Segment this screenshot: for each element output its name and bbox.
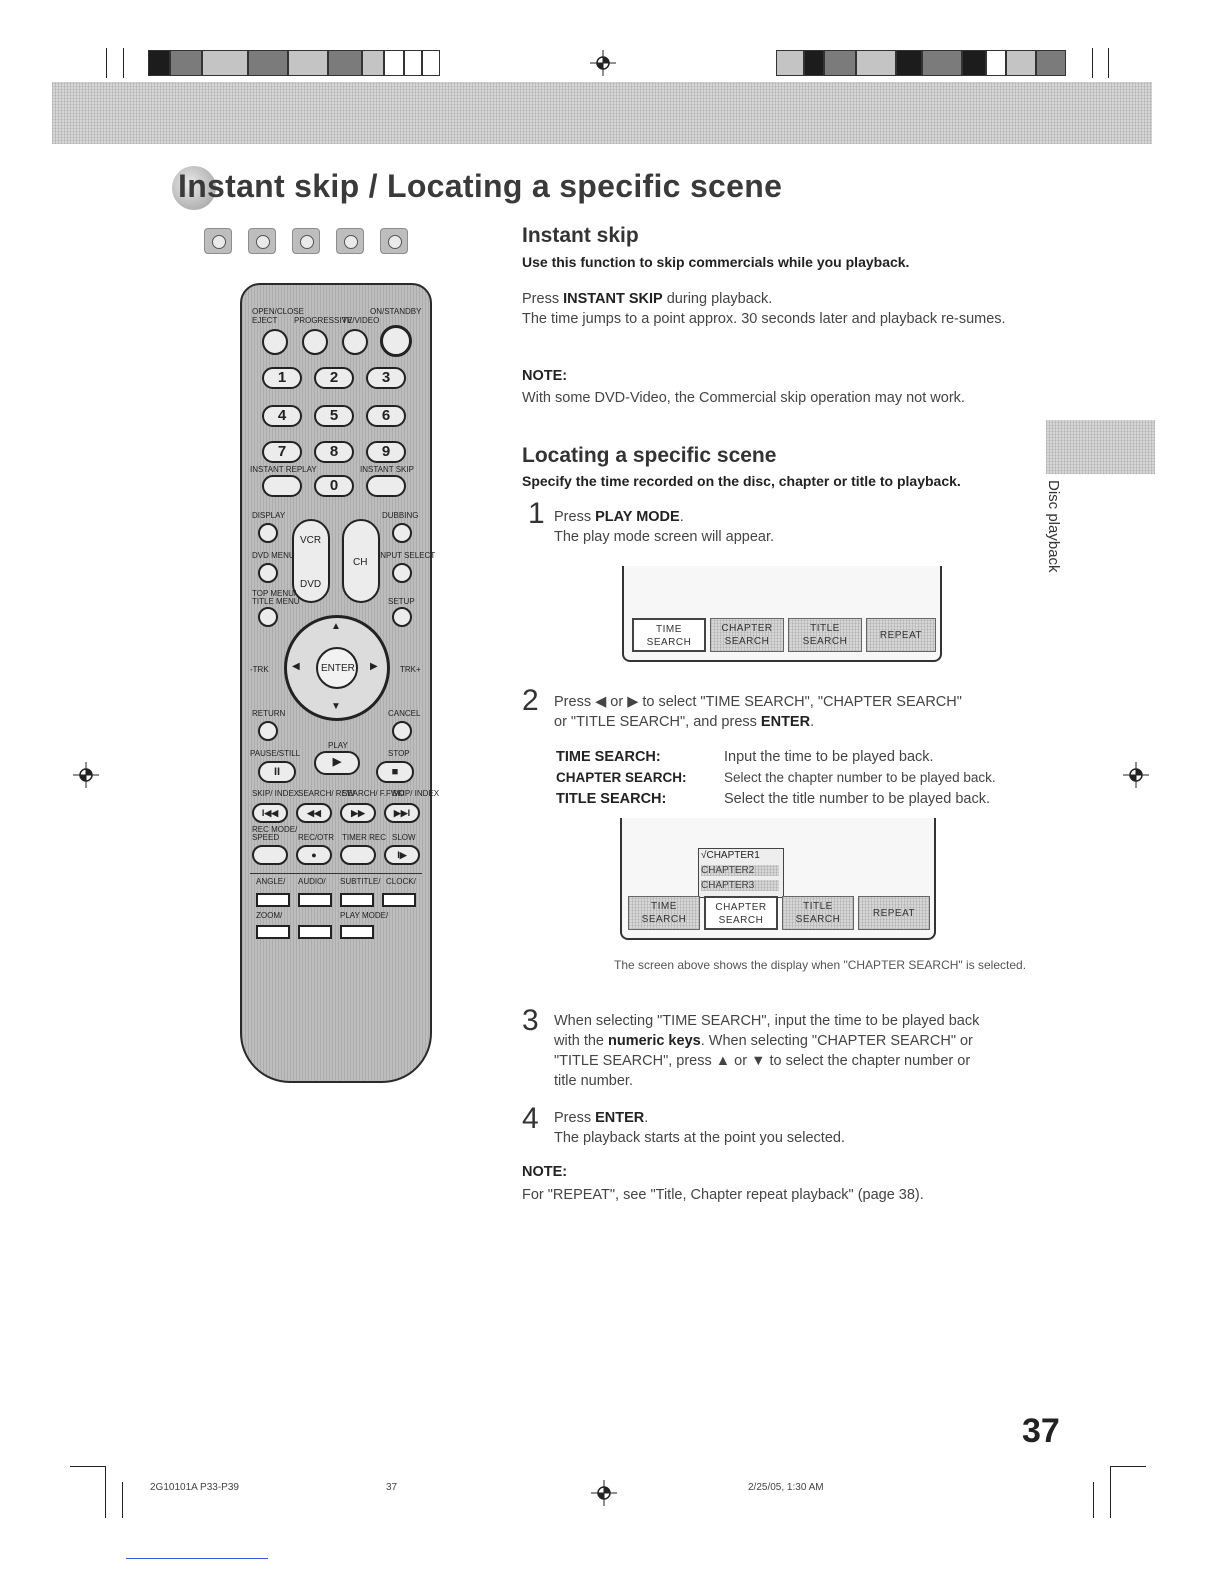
zoom-label: ZOOM/ [256,911,283,920]
play-label: PLAY [328,741,348,750]
subtitle-label: SUBTITLE/ [340,877,381,886]
osd-title-search-tile [788,618,862,652]
eject-label: EJECT [252,316,278,325]
digit-7-button: 7 [262,441,302,463]
tv-video-label: TV/VIDEO [342,316,380,325]
angle-button [256,893,290,907]
remote-control-illustration [240,283,440,1083]
speed-label: SPEED [252,833,280,842]
definition-description: Input the time to be played back. [724,749,934,765]
stop-button: ■ [376,761,414,783]
color-bar-right [776,50,1066,76]
timer-rec-label: TIMER REC [342,833,386,842]
right-arrow-icon: ▶ [370,661,378,672]
step-2-instruction-a: Press ◀ or ▶ to select "TIME SEARCH", "CHAPTER SEARCH" [554,694,962,710]
page-title: Instant skip / Locating a specific scene [178,168,783,204]
dvd-label: DVD [300,579,322,590]
skip-index-left-label: SKIP/ INDEX [252,789,300,798]
osd-repeat-tile [866,618,936,652]
vcr-label: VCR [300,535,322,546]
header-band [52,82,1152,144]
instant-skip-note-label: NOTE: [522,368,568,384]
vcd-disc-icon [380,228,408,254]
tile-line-2: SEARCH [802,636,848,647]
dvd-menu-button [258,563,278,583]
top-menu-button [258,607,278,627]
top-menu-label: TOP MENU/ [252,589,297,598]
cancel-button [392,721,412,741]
step-1-prefix: Press [554,509,596,525]
osd-time-search-tile [632,618,706,652]
step-2-instruction-b [554,712,1044,732]
tile-line-2: SEARCH [646,637,692,648]
definition-description: Select the title number to be played back. [724,791,990,807]
display-label: DISPLAY [252,511,286,520]
open-close-label: OPEN/CLOSE [252,307,305,316]
display-button [258,523,278,543]
dvd-r-disc-icon [292,228,320,254]
numeric-keys: numeric keys [608,1033,701,1049]
tile-line-2: SEARCH [718,915,764,926]
page-number: 37 [1022,1412,1060,1450]
digit-5-button: 5 [314,405,354,427]
step-1-number: 1 [528,497,545,530]
definition-term: CHAPTER SEARCH: [556,770,687,785]
step-4-suffix: . [644,1110,649,1126]
setup-label: SETUP [388,597,415,606]
clock-button [382,893,416,907]
chapter-list-item-2: CHAPTER2 [701,865,779,876]
dvd-menu-label: DVD MENU [252,551,295,560]
instant-replay-button [262,475,302,497]
dvd-video-disc-icon [204,228,232,254]
instant-replay-label: INSTANT REPLAY [250,465,317,474]
tile-line-1: CHAPTER [715,902,767,913]
trk-minus-label: -TRK [250,665,269,674]
input-select-label: INPUT SELECT [378,551,436,560]
footer-date: 2/25/05, 1:30 AM [748,1482,824,1493]
pause-button: II [258,761,296,783]
instant-skip-note-text: With some DVD-Video, the Commercial skip operation may not work. [522,390,965,406]
skip-back-button: I◀◀ [252,803,288,823]
slow-label: SLOW [392,833,416,842]
rec-otr-label: REC/OTR [298,833,334,842]
osd2-repeat-tile [858,896,930,930]
registration-mark-left [73,762,99,788]
instruction-prefix: Press [522,291,564,307]
enter-key-2: ENTER [595,1110,645,1126]
instruction-suffix: during playback. [662,291,773,307]
chapter-side-tab [1046,420,1155,474]
digit-6-button: 6 [366,405,406,427]
trk-plus-label: TRK+ [400,665,421,674]
chapter-search-screen [620,818,936,940]
step-3-line-c: "TITLE SEARCH", press ▲ or ▼ to select the chapter number or [554,1053,971,1069]
remote-divider [250,873,422,874]
dubbing-button [392,523,412,543]
progressive-button [302,329,328,355]
skip-forward-button: ▶▶I [384,803,420,823]
skip-index-right-label: SKIP/ INDEX [392,789,440,798]
registration-mark-right [1123,762,1149,788]
enter-key: ENTER [760,714,811,730]
left-arrow-icon: ◀ [292,661,300,672]
title-menu-label: TITLE MENU [252,597,300,606]
instant-skip-key: INSTANT SKIP [563,291,663,307]
step-3-number: 3 [522,1004,539,1037]
chapter-list-item-3: CHAPTER3 [701,880,779,891]
tile-line-1: TIME [656,624,682,635]
definition-chapter-search [556,770,996,785]
definition-time-search [556,749,934,765]
tile-line-1: TIME [651,901,677,912]
input-select-button [392,563,412,583]
return-label: RETURN [252,709,286,718]
search-ffwd-label: SEARCH/ F.FWD [342,789,405,798]
tile-line-2: SEARCH [641,914,687,925]
zero-return-button [298,925,332,939]
digit-3-button: 3 [366,367,406,389]
osd2-time-search-tile [628,896,700,930]
step-1-result: The play mode screen will appear. [554,529,775,545]
on-standby-label: ON/STANDBY [370,307,422,316]
subtitle-button [340,893,374,907]
digit-1-button: 1 [262,367,302,389]
step-4-result: The playback starts at the point you selected. [554,1130,845,1146]
locating-note-label: NOTE: [522,1164,568,1180]
tile-line-1: REPEAT [879,630,923,641]
rec-mode-button [252,845,288,865]
angle-label: ANGLE/ [256,877,286,886]
osd2-title-search-tile [782,896,854,930]
tile-line-2: SEARCH [795,914,841,925]
step-4-number: 4 [522,1102,539,1135]
digit-8-button: 8 [314,441,354,463]
instant-skip-description: The time jumps to a point approx. 30 seconds later and playback re-sumes. [522,311,1006,327]
enter-label: ENTER [321,663,355,674]
stop-label: STOP [388,749,410,758]
locating-note-text: For "REPEAT", see "Title, Chapter repeat playback" (page 38). [522,1187,924,1203]
play-mode-screen [622,566,942,662]
registration-mark-bottom [591,1480,617,1506]
chapter-list-item-1: √CHAPTER1 [701,850,760,861]
definition-term: TIME SEARCH: [556,749,661,765]
ch-label: CH [353,557,368,568]
instant-skip-subheading: Use this function to skip commercials while you playback. [522,254,910,270]
slow-button: I▶ [384,845,420,865]
setup-button [392,607,412,627]
tile-line-2: SEARCH [724,636,770,647]
pause-still-label: PAUSE/STILL [250,749,301,758]
step-2-suffix: . [810,714,815,730]
tv-video-button [342,329,368,355]
instant-skip-heading: Instant skip [522,224,639,247]
definition-description: Select the chapter number to be played back. [724,770,996,785]
clock-label: CLOCK/ [386,877,416,886]
digit-9-button: 9 [366,441,406,463]
dubbing-label: DUBBING [382,511,419,520]
footer-file-code: 2G10101A P33-P39 [150,1482,239,1493]
chapter-list [698,848,784,898]
definition-title-search [556,791,990,807]
step-3-suffix: . When selecting "CHAPTER SEARCH" or [700,1033,973,1049]
digit-0-button: 0 [314,475,354,497]
cancel-label: CANCEL [388,709,421,718]
side-tab-label: Disc playback [1045,480,1062,573]
audio-button [298,893,332,907]
step-3-line-a: When selecting "TIME SEARCH", input the time to be played back [554,1013,980,1029]
play-button: ▶ [314,751,360,775]
fast-forward-button: ▶▶ [340,803,376,823]
eject-button [262,329,288,355]
osd-chapter-search-tile [710,618,784,652]
tile-line-1: TITLE [810,623,840,634]
osd2-chapter-search-tile [704,896,778,930]
step-2-number: 2 [522,684,539,717]
audio-label: AUDIO/ [298,877,326,886]
zoom-button [256,925,290,939]
rec-button: ● [296,845,332,865]
search-rew-label: SEARCH/ REW [298,789,355,798]
screen-caption: The screen above shows the display when "CHAPTER SEARCH" is selected. [614,958,1027,972]
rewind-button: ◀◀ [296,803,332,823]
up-arrow-icon: ▲ [331,621,341,632]
step-4-prefix: Press [554,1110,596,1126]
locating-subheading: Specify the time recorded on the disc, chapter or title to playback. [522,473,961,489]
step-4-instruction [554,1108,1034,1128]
digit-4-button: 4 [262,405,302,427]
locating-heading: Locating a specific scene [522,444,777,467]
down-arrow-icon: ▼ [331,701,341,712]
instant-skip-instruction [522,289,1042,309]
step-1-instruction [554,507,1034,527]
power-button [380,325,412,357]
dvd-rw-disc-icon [248,228,276,254]
step-1-suffix: . [679,509,684,525]
vcr-dvd-switch [292,519,330,603]
dvd-ram-disc-icon [336,228,364,254]
rec-mode-label: REC MODE/ [252,825,298,834]
progressive-label: PROGRESSIVE [294,316,353,325]
step-3-line-d: title number. [554,1073,633,1089]
play-mode-label: PLAY MODE/ [340,911,389,920]
color-bar-left [148,50,440,76]
instant-skip-button [366,475,406,497]
instant-skip-label: INSTANT SKIP [360,465,414,474]
digit-2-button: 2 [314,367,354,389]
play-mode-button [340,925,374,939]
step-3-line-b [554,1031,1044,1051]
tile-line-1: TITLE [803,901,833,912]
timer-rec-button [340,845,376,865]
step-3-prefix: with the [554,1033,608,1049]
tile-line-1: CHAPTER [721,623,773,634]
disc-type-icons [204,228,408,254]
step-2-prefix: or "TITLE SEARCH", and press [554,714,761,730]
footer-page: 37 [386,1482,398,1493]
tile-line-1: REPEAT [872,908,916,919]
play-mode-key: PLAY MODE [595,509,680,525]
return-button [258,721,278,741]
definition-term: TITLE SEARCH: [556,791,667,807]
registration-mark-top [590,50,616,76]
